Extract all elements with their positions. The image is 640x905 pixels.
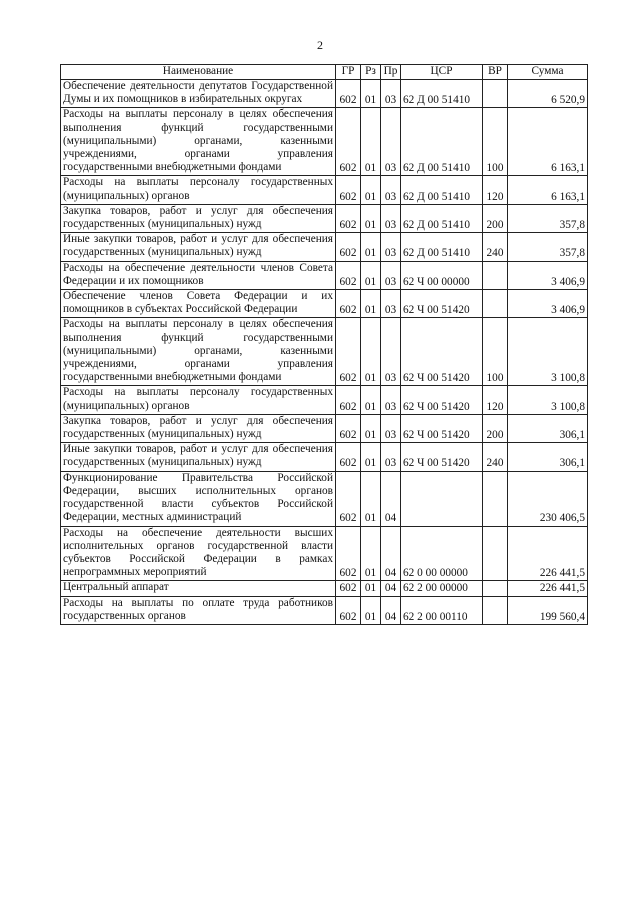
cell-csr: 62 Ч 00 51420	[401, 414, 483, 442]
cell-gr: 602	[336, 581, 361, 596]
table-row	[61, 414, 588, 442]
cell-rz: 01	[361, 526, 381, 581]
cell-csr: 62 Ч 00 51420	[401, 443, 483, 471]
cell-gr: 602	[336, 471, 361, 526]
cell-pr: 04	[381, 526, 401, 581]
cell-pr: 03	[381, 204, 401, 232]
cell-rz: 01	[361, 443, 381, 471]
cell-sum: 6 163,1	[508, 176, 588, 204]
cell-vr: 100	[483, 318, 508, 386]
cell-vr	[483, 471, 508, 526]
cell-name: Центральный аппарат	[61, 581, 336, 596]
cell-gr: 602	[336, 233, 361, 261]
cell-sum: 357,8	[508, 204, 588, 232]
cell-pr: 03	[381, 233, 401, 261]
cell-name: Иные закупки товаров, работ и услуг для обеспечения государственных (муниципальных) нужд	[61, 443, 336, 471]
cell-vr	[483, 581, 508, 596]
cell-sum: 357,8	[508, 233, 588, 261]
cell-vr: 100	[483, 108, 508, 176]
cell-pr: 04	[381, 581, 401, 596]
page-number: 2	[317, 38, 323, 52]
header-name: Наименование	[61, 65, 336, 80]
cell-name: Расходы на выплаты персоналу в целях обеспечения выполнения функций государственными (муниципальными) органами, казенными учреждениями, органами управления государственными внебюджетными фондами	[61, 108, 336, 176]
cell-rz: 01	[361, 80, 381, 108]
table-row	[61, 261, 588, 289]
cell-csr: 62 Ч 00 00000	[401, 261, 483, 289]
table-row	[61, 581, 588, 596]
cell-vr	[483, 261, 508, 289]
cell-gr: 602	[336, 596, 361, 624]
cell-sum: 306,1	[508, 414, 588, 442]
cell-sum: 6 163,1	[508, 108, 588, 176]
cell-pr: 03	[381, 290, 401, 318]
cell-rz: 01	[361, 386, 381, 414]
cell-csr: 62 Д 00 51410	[401, 233, 483, 261]
cell-csr: 62 Д 00 51410	[401, 176, 483, 204]
cell-gr: 602	[336, 443, 361, 471]
cell-csr: 62 Ч 00 51420	[401, 386, 483, 414]
cell-pr: 03	[381, 386, 401, 414]
cell-rz: 01	[361, 176, 381, 204]
cell-pr: 04	[381, 471, 401, 526]
cell-rz: 01	[361, 204, 381, 232]
cell-rz: 01	[361, 290, 381, 318]
cell-vr	[483, 596, 508, 624]
cell-name: Расходы на обеспечение деятельности членов Совета Федерации и их помощников	[61, 261, 336, 289]
table-row	[61, 526, 588, 581]
cell-csr: 62 2 00 00110	[401, 596, 483, 624]
table-row	[61, 596, 588, 624]
cell-pr: 03	[381, 414, 401, 442]
cell-pr: 04	[381, 596, 401, 624]
cell-gr: 602	[336, 261, 361, 289]
cell-csr	[401, 471, 483, 526]
cell-pr: 03	[381, 443, 401, 471]
cell-name: Обеспечение членов Совета Федерации и их помощников в субъектах Российской Федерации	[61, 290, 336, 318]
header-sum: Сумма	[508, 65, 588, 80]
cell-sum: 230 406,5	[508, 471, 588, 526]
cell-csr: 62 2 00 00000	[401, 581, 483, 596]
cell-sum: 306,1	[508, 443, 588, 471]
cell-csr: 62 Д 00 51410	[401, 80, 483, 108]
cell-vr	[483, 80, 508, 108]
table-row	[61, 386, 588, 414]
cell-rz: 01	[361, 414, 381, 442]
cell-name: Иные закупки товаров, работ и услуг для обеспечения государственных (муниципальных) нужд	[61, 233, 336, 261]
budget-table	[60, 64, 588, 625]
cell-sum: 3 406,9	[508, 290, 588, 318]
table-row	[61, 290, 588, 318]
cell-name: Расходы на выплаты по оплате труда работников государственных органов	[61, 596, 336, 624]
cell-rz: 01	[361, 471, 381, 526]
cell-gr: 602	[336, 176, 361, 204]
cell-name: Закупка товаров, работ и услуг для обеспечения государственных (муниципальных) нужд	[61, 204, 336, 232]
cell-csr: 62 Д 00 51410	[401, 204, 483, 232]
cell-sum: 199 560,4	[508, 596, 588, 624]
table-row	[61, 108, 588, 176]
cell-vr: 200	[483, 414, 508, 442]
header-vr: ВР	[483, 65, 508, 80]
cell-pr: 03	[381, 80, 401, 108]
cell-name: Функционирование Правительства Российской Федерации, высших исполнительных органов государственной власти субъектов Российской Федерации, местных администраций	[61, 471, 336, 526]
cell-vr: 240	[483, 233, 508, 261]
header-csr: ЦСР	[401, 65, 483, 80]
table-row	[61, 80, 588, 108]
cell-gr: 602	[336, 80, 361, 108]
table-row	[61, 204, 588, 232]
cell-pr: 03	[381, 108, 401, 176]
table-row	[61, 318, 588, 386]
cell-sum: 3 100,8	[508, 318, 588, 386]
cell-vr	[483, 526, 508, 581]
cell-rz: 01	[361, 318, 381, 386]
header-rz: Рз	[361, 65, 381, 80]
cell-vr: 120	[483, 176, 508, 204]
cell-sum: 3 100,8	[508, 386, 588, 414]
cell-gr: 602	[336, 526, 361, 581]
cell-gr: 602	[336, 318, 361, 386]
cell-name: Расходы на выплаты персоналу государственных (муниципальных) органов	[61, 386, 336, 414]
cell-gr: 602	[336, 204, 361, 232]
cell-vr: 120	[483, 386, 508, 414]
table-row	[61, 233, 588, 261]
cell-name: Обеспечение деятельности депутатов Государственной Думы и их помощников в избирательных округах	[61, 80, 336, 108]
cell-name: Закупка товаров, работ и услуг для обеспечения государственных (муниципальных) нужд	[61, 414, 336, 442]
cell-name: Расходы на обеспечение деятельности высших исполнительных органов государственной власти субъектов Российской Федерации в рамках непрограммных мероприятий	[61, 526, 336, 581]
cell-rz: 01	[361, 581, 381, 596]
cell-name: Расходы на выплаты персоналу государственных (муниципальных) органов	[61, 176, 336, 204]
table-row	[61, 443, 588, 471]
cell-rz: 01	[361, 596, 381, 624]
cell-csr: 62 0 00 00000	[401, 526, 483, 581]
cell-vr: 200	[483, 204, 508, 232]
table-row	[61, 471, 588, 526]
table-row	[61, 176, 588, 204]
header-gr: ГР	[336, 65, 361, 80]
cell-pr: 03	[381, 261, 401, 289]
cell-gr: 602	[336, 386, 361, 414]
cell-gr: 602	[336, 414, 361, 442]
cell-sum: 226 441,5	[508, 581, 588, 596]
cell-rz: 01	[361, 233, 381, 261]
cell-gr: 602	[336, 108, 361, 176]
cell-rz: 01	[361, 108, 381, 176]
table-header-row	[61, 65, 588, 80]
cell-sum: 6 520,9	[508, 80, 588, 108]
cell-rz: 01	[361, 261, 381, 289]
cell-sum: 226 441,5	[508, 526, 588, 581]
cell-sum: 3 406,9	[508, 261, 588, 289]
cell-gr: 602	[336, 290, 361, 318]
cell-vr: 240	[483, 443, 508, 471]
cell-csr: 62 Д 00 51410	[401, 108, 483, 176]
cell-pr: 03	[381, 318, 401, 386]
cell-csr: 62 Ч 00 51420	[401, 290, 483, 318]
header-pr: Пр	[381, 65, 401, 80]
cell-name: Расходы на выплаты персоналу в целях обеспечения выполнения функций государственными (муниципальными) органами, казенными учреждениями, органами управления государственными внебюджетными фондами	[61, 318, 336, 386]
cell-vr	[483, 290, 508, 318]
cell-pr: 03	[381, 176, 401, 204]
cell-csr: 62 Ч 00 51420	[401, 318, 483, 386]
